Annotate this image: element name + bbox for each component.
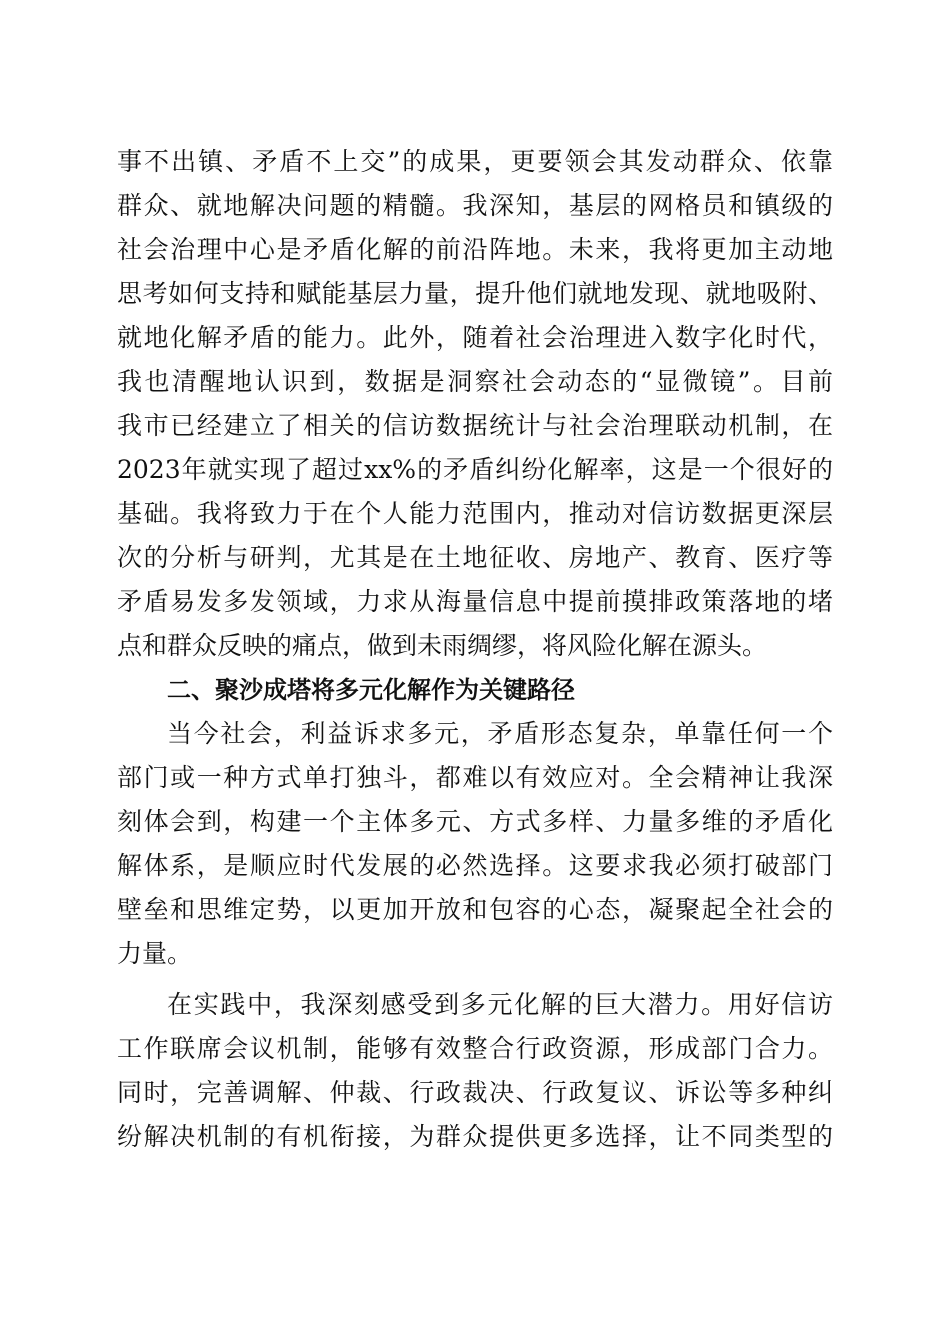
text-line: 就地化解矛盾的能力。此外，随着社会治理进入数字化时代，	[117, 323, 833, 352]
text-line: 刻体会到，构建一个主体多元、方式多样、力量多维的矛盾化	[117, 807, 833, 836]
document-body	[117, 140, 833, 1159]
text-line: 群众、就地解决问题的精髓。我深知，基层的网格员和镇级的	[117, 191, 833, 220]
text-line: 在实践中，我深刻感受到多元化解的巨大潜力。用好信访	[167, 990, 833, 1019]
text-line: 我市已经建立了相关的信访数据统计与社会治理联动机制，在	[117, 411, 833, 440]
text-line: 纷解决机制的有机衔接，为群众提供更多选择，让不同类型的	[117, 1122, 833, 1151]
paragraph-2	[117, 712, 833, 976]
text-line: 当今社会，利益诉求多元，矛盾形态复杂，单靠任何一个	[167, 719, 833, 748]
text-line: 同时，完善调解、仲裁、行政裁决、行政复议、诉讼等多种纠	[117, 1078, 833, 1107]
text-line: 解体系，是顺应时代发展的必然选择。这要求我必须打破部门	[117, 851, 833, 880]
text-line: 力量。	[117, 939, 193, 968]
paragraph-1	[117, 140, 833, 668]
text-line: 社会治理中心是矛盾化解的前沿阵地。未来，我将更加主动地	[117, 235, 833, 264]
text-line: 点和群众反映的痛点，做到未雨绸缪，将风险化解在源头。	[117, 631, 768, 660]
text-line: 次的分析与研判，尤其是在土地征收、房地产、教育、医疗等	[117, 543, 833, 572]
paragraph-3	[117, 983, 833, 1159]
text-line: 壁垒和思维定势，以更加开放和包容的心态，凝聚起全社会的	[117, 895, 833, 924]
text-line: 我也清醒地认识到，数据是洞察社会动态的“显微镜”。目前	[117, 367, 833, 396]
text-line: 基础。我将致力于在个人能力范围内，推动对信访数据更深层	[117, 499, 833, 528]
text-line: 矛盾易发多发领域，力求从海量信息中提前摸排政策落地的堵	[117, 587, 833, 616]
text-line: 事不出镇、矛盾不上交”的成果，更要领会其发动群众、依靠	[117, 147, 833, 176]
text-line: 思考如何支持和赋能基层力量，提升他们就地发现、就地吸附、	[117, 279, 833, 308]
section-heading: 二、聚沙成塔将多元化解作为关键路径	[167, 676, 575, 704]
text-line: 2023年就实现了超过xx%的矛盾纠纷化解率，这是一个很好的	[117, 455, 833, 484]
text-line: 部门或一种方式单打独斗，都难以有效应对。全会精神让我深	[117, 763, 833, 792]
paragraph-gap	[117, 976, 833, 983]
text-line: 工作联席会议机制，能够有效整合行政资源，形成部门合力。	[117, 1034, 833, 1063]
